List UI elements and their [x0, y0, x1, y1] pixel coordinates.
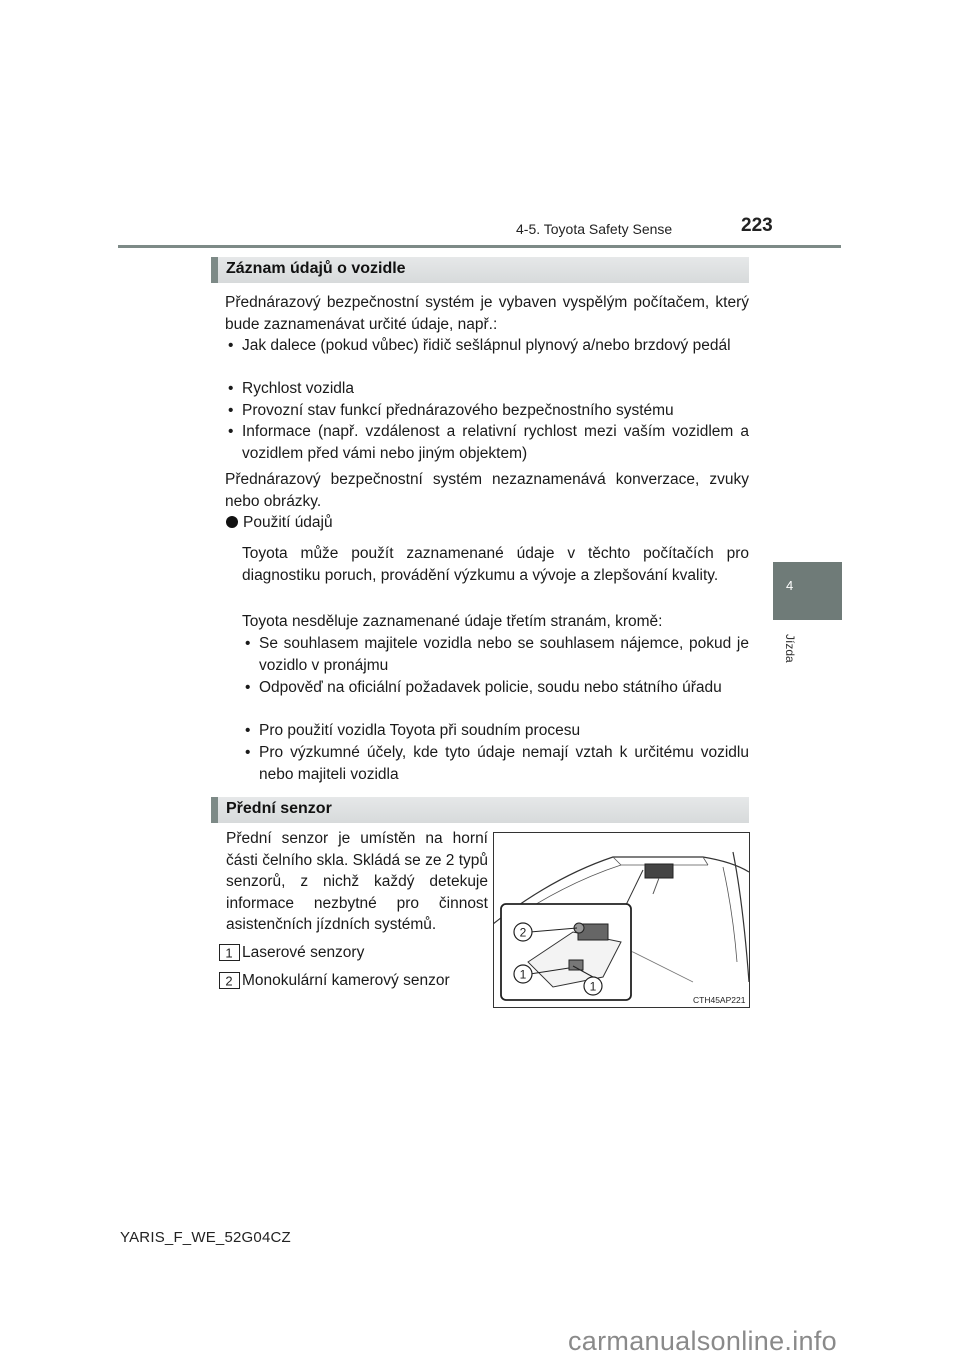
section-heading-text: Přední senzor [226, 800, 332, 817]
callout-number-text: 2 [225, 973, 233, 989]
paragraph-note: Přednárazový bezpečnostní systém nezaznamenává konverzace, zvuky nebo obrázky. [225, 471, 749, 510]
callout-number-text: 1 [225, 945, 233, 961]
chapter-tab [773, 562, 842, 620]
list-item-text: Informace (např. vzdálenost a relativní rychlost mezi vaším vozidlem a vozidlem před vámi nebo jiným objektem) [242, 423, 749, 462]
bullet-disc-icon [225, 514, 241, 530]
callout-number-1 [219, 944, 241, 967]
legend-item-label: Monokulární kamerový senzor [242, 972, 450, 989]
paragraph-usage: Toyota může použít zaznamenané údaje v těchto počítačích pro diagnostiku poruch, provádění výzkumu a vývoje a zlepšování kvality. [242, 545, 749, 584]
section-heading-text: Záznam údajů o vozidle [226, 260, 406, 277]
section-heading [211, 797, 749, 823]
paragraph-intro: Přednárazový bezpečnostní systém je vybaven vyspělým počítačem, který bude zaznamenávat určité údaje, např.: [225, 294, 749, 333]
list-item-text: Se souhlasem majitele vozidla nebo se souhlasem nájemce, pokud je vozidlo v pronájmu [259, 635, 749, 674]
list-item: • Pro použití vozidla Toyota při soudním procesu [245, 722, 581, 739]
figure-code: CTH45AP221 [693, 995, 746, 1005]
watermark: carmanualsonline.info [568, 1326, 837, 1356]
list-item: • Jak dalece (pokud vůbec) řidič sešlápnul plynový a/nebo brzdový pedál [228, 337, 731, 354]
callout-circle-label: 1 [589, 979, 597, 994]
list-item: • Rychlost vozidla [228, 380, 354, 397]
list-item: • Se souhlasem majitele vozidla nebo se souhlasem nájemce, pokud je vozidlo v pronájmu [245, 635, 749, 674]
legend-item-label: Laserové senzory [242, 944, 365, 961]
list-item-text: Pro použití vozidla Toyota při soudním procesu [259, 722, 581, 739]
section-heading [211, 257, 749, 283]
list-item: • Informace (např. vzdálenost a relativní rychlost mezi vaším vozidlem a vozidlem před vámi nebo jiným objektem) [228, 423, 749, 462]
paragraph-sensor: Přední senzor je umístěn na horní části čelního skla. Skládá se ze 2 typů senzorů, z nichž každý detekuje informace nezbytné pro činnost asistenčních jízdních systémů. [226, 830, 488, 933]
list-item: • Pro výzkumné účely, kde tyto údaje nemají vztah k určitému vozidlu nebo majiteli vozidla [245, 744, 749, 783]
chapter-number: 4 [786, 578, 794, 593]
list-item-text: Pro výzkumné účely, kde tyto údaje nemají vztah k určitému vozidlu nebo majiteli vozidla [259, 744, 749, 783]
callout-circle-label: 2 [519, 925, 527, 940]
sub-heading: Použití údajů [243, 514, 333, 531]
paragraph-disclosure: Toyota nesděluje zaznamenané údaje třetím stranám, kromě: [242, 613, 663, 630]
callout-number-2 [219, 972, 241, 995]
list-item-text: Provozní stav funkcí přednárazového bezpečnostního systému [242, 402, 674, 419]
list-item-text: Odpověď na oficiální požadavek policie, soudu nebo státního úřadu [259, 679, 722, 696]
sensor-illustration [493, 832, 750, 1008]
document-code: YARIS_F_WE_52G04CZ [120, 1229, 291, 1246]
list-item-text: Jak dalece (pokud vůbec) řidič sešlápnul plynový a/nebo brzdový pedál [242, 337, 731, 354]
running-header-section: 4-5. Toyota Safety Sense [516, 221, 673, 237]
chapter-label: Jízda [783, 634, 797, 663]
list-item: • Odpověď na oficiální požadavek policie, soudu nebo státního úřadu [245, 679, 722, 696]
page-number: 223 [741, 215, 773, 236]
header-rule [118, 245, 841, 248]
list-item-text: Rychlost vozidla [242, 380, 354, 397]
list-item: • Provozní stav funkcí přednárazového bezpečnostního systému [228, 402, 674, 419]
callout-circle-label: 1 [519, 967, 527, 982]
